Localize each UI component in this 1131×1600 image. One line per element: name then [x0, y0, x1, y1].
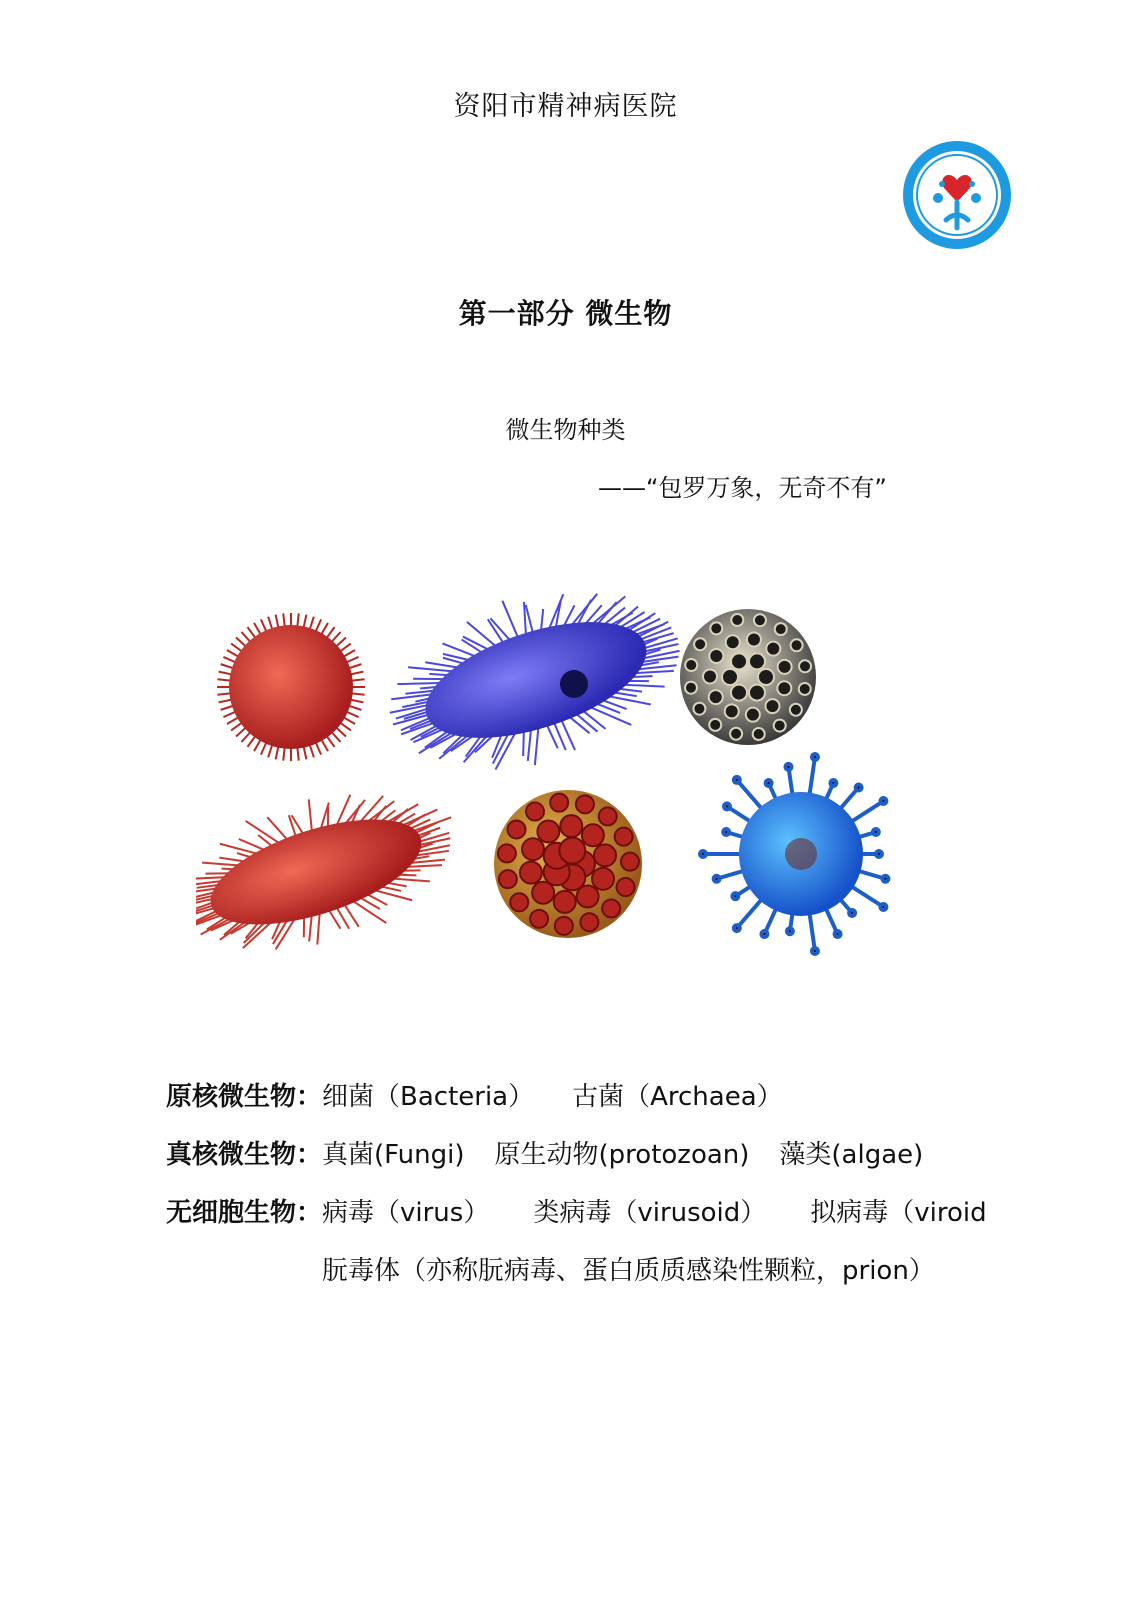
subtitle: 微生物种类 [505, 416, 626, 444]
subtitle-quote: ——“包罗万象，无奇不有” [598, 474, 887, 502]
red-hairy-bacterium-icon [196, 795, 451, 950]
row-item: 藻类(algae) [779, 1140, 924, 1170]
section-title: 第一部分 微生物 [458, 297, 673, 330]
row-item: 真菌(Fungi) [322, 1140, 465, 1170]
classification-row-prokaryote [166, 1076, 783, 1113]
row-item: 类病毒（virusoid） [533, 1198, 767, 1228]
classification-row-eukaryote [166, 1134, 923, 1171]
blue-hairy-bacterium-icon [390, 594, 680, 770]
row-item: 朊毒体（亦称朊病毒、蛋白质质感染性颗粒，prion） [322, 1256, 935, 1286]
row-item: 病毒（virus） [322, 1198, 490, 1228]
row-item: 古菌（Archaea） [572, 1082, 783, 1112]
red-gold-virus-icon [494, 790, 642, 938]
row-label: 原核微生物： [166, 1082, 323, 1112]
row-item: 细菌（Bacteria） [322, 1082, 535, 1112]
classification-row-prion [166, 1250, 935, 1287]
blue-spiked-virus-icon [700, 754, 888, 954]
row-label: 无细胞生物： [166, 1198, 323, 1228]
hospital-name: 资阳市精神病医院 [453, 91, 678, 122]
classification-row-acellular [166, 1192, 987, 1229]
row-item: 拟病毒（viroid [810, 1198, 987, 1228]
row-item: 原生动物(protozoan) [494, 1140, 750, 1170]
row-label: 真核微生物： [166, 1140, 323, 1170]
microbes-illustration [196, 592, 916, 972]
hospital-logo-icon [898, 140, 1016, 250]
red-spiky-sphere-icon [217, 613, 365, 761]
dark-studded-virus-icon [680, 609, 816, 745]
